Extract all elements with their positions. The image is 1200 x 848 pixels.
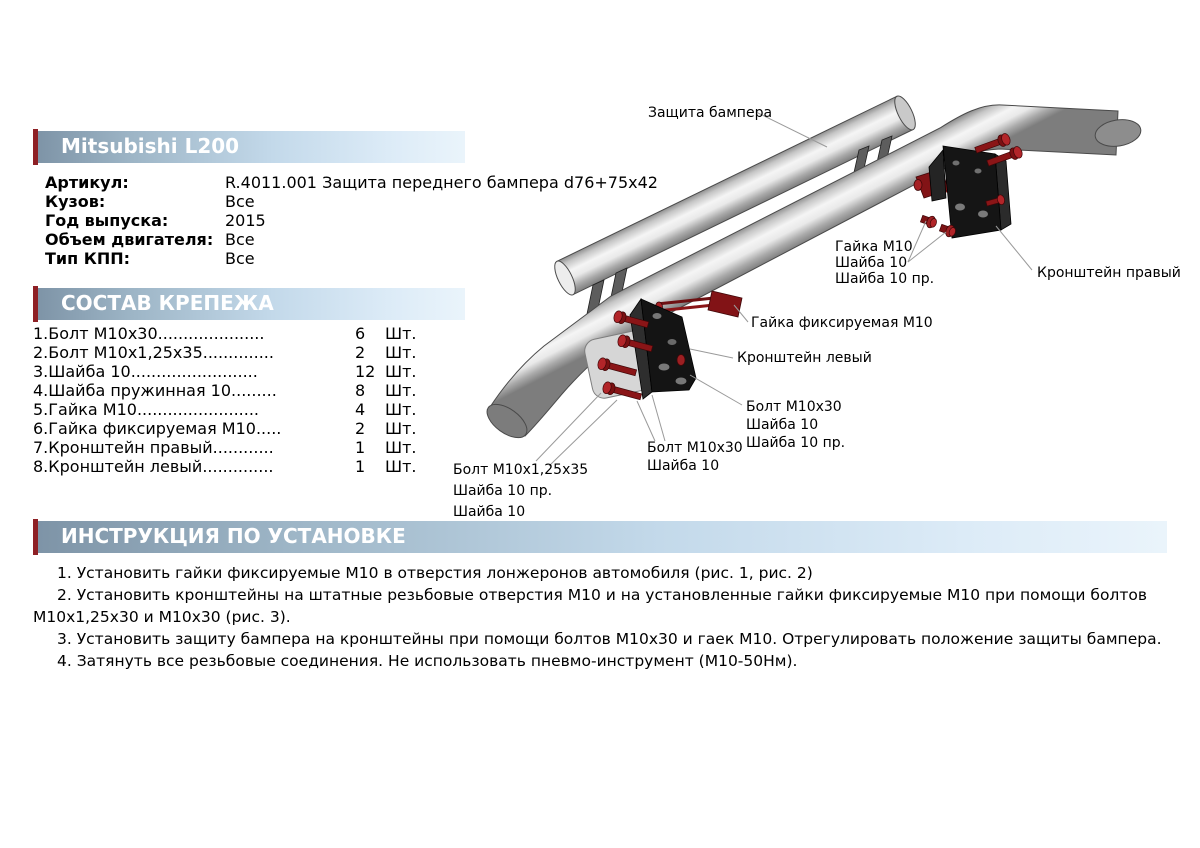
section-title: СОСТАВ КРЕПЕЖА	[61, 291, 274, 315]
fastener-unit: Шт.	[385, 419, 417, 438]
spec-value: Все	[225, 192, 255, 211]
fastener-qty: 4	[355, 400, 366, 419]
section-header-fasteners	[38, 288, 465, 320]
label-washer-10: Шайба 10	[746, 417, 819, 433]
bumper-diagram	[430, 55, 1200, 520]
list-item	[33, 438, 453, 457]
list-item	[33, 362, 453, 381]
fastener-name: 5.Гайка M10........................	[33, 400, 260, 419]
fastener-unit: Шт.	[385, 438, 417, 457]
fastener-name: 6.Гайка фиксируемая M10.....	[33, 419, 282, 438]
label-bumper-guard: Защита бампера	[648, 105, 773, 121]
spec-row-year	[45, 211, 658, 230]
washer	[677, 355, 685, 366]
spec-row-article	[45, 173, 658, 192]
fastener-qty: 2	[355, 343, 366, 362]
label-washer-10-spring: Шайба 10 пр.	[746, 435, 846, 451]
fastener-qty: 1	[355, 457, 366, 476]
nut	[920, 213, 939, 230]
fastener-name: 8.Кронштейн левый..............	[33, 457, 274, 476]
label-washer-10: Шайба 10	[647, 458, 720, 474]
section-header-instructions	[38, 521, 1167, 553]
fastener-unit: Шт.	[385, 343, 417, 362]
fastener-name: 2.Болт M10x1,25x35..............	[33, 343, 274, 362]
spec-label: Кузов:	[45, 192, 106, 211]
spec-label: Объем двигателя:	[45, 230, 214, 249]
spec-label: Артикул:	[45, 173, 129, 192]
fastener-list	[33, 324, 453, 476]
fastener-qty: 8	[355, 381, 366, 400]
fastener-name: 4.Шайба пружинная 10.........	[33, 381, 277, 400]
fastener-qty: 1	[355, 438, 366, 457]
label-washer-10-spring: Шайба 10 пр.	[835, 271, 935, 287]
installation-instructions	[33, 562, 1173, 672]
label-fixing-nut: Гайка фиксируемая M10	[751, 315, 933, 331]
spec-row-body	[45, 192, 658, 211]
spec-value: R.4011.001 Защита переднего бампера d76+75x42	[225, 173, 658, 192]
label-bolt-m10x30: Болт M10x30	[746, 399, 842, 415]
spec-label: Тип КПП:	[45, 249, 131, 268]
instruction-step: 2. Установить кронштейны на штатные резьбовые отверстия M10 и на установленные гайки фиксируемые M10 при помощи болтов M10x1,25x30 и M10x30 (рис. 3).	[33, 586, 1147, 626]
section-header-product	[38, 131, 465, 163]
list-item	[33, 381, 453, 400]
fastener-name: 1.Болт M10x30.....................	[33, 324, 265, 343]
fastener-unit: Шт.	[385, 381, 417, 400]
list-item	[33, 419, 453, 438]
list-item	[33, 343, 453, 362]
fastener-qty: 6	[355, 324, 366, 343]
list-item	[33, 324, 453, 343]
label-washer-10: Шайба 10	[835, 255, 908, 271]
spec-label: Год выпуска:	[45, 211, 169, 230]
instruction-step: 4. Затянуть все резьбовые соединения. Не использовать пневмо-инструмент (M10-50Нм).	[57, 652, 798, 670]
label-bracket-left: Кронштейн левый	[737, 350, 872, 366]
fastener-name: 3.Шайба 10.........................	[33, 362, 258, 381]
instruction-step: 1. Установить гайки фиксируемые M10 в отверстия лонжеронов автомобиля (рис. 1, рис. 2)	[57, 564, 813, 582]
fastener-unit: Шт.	[385, 400, 417, 419]
spec-row-engine	[45, 230, 658, 249]
fastener-unit: Шт.	[385, 457, 417, 476]
list-item	[33, 400, 453, 419]
product-specs	[45, 173, 658, 268]
fastener-unit: Шт.	[385, 324, 417, 343]
label-washer-10-spring: Шайба 10 пр.	[453, 483, 553, 499]
fastener-qty: 2	[355, 419, 366, 438]
spec-value: Все	[225, 249, 255, 268]
fastener-unit: Шт.	[385, 362, 417, 381]
page-title: Mitsubishi L200	[61, 134, 240, 158]
label-bolt-m10x125x35: Болт M10x1,25x35	[453, 462, 589, 478]
list-item	[33, 457, 453, 476]
spec-value: Все	[225, 230, 255, 249]
spec-value: 2015	[225, 211, 266, 230]
instruction-step: 3. Установить защиту бампера на кронштейны при помощи болтов M10x30 и гаек M10. Отрегулировать положение защиты бампера.	[57, 630, 1162, 648]
label-nut-m10: Гайка M10	[835, 239, 913, 255]
fastener-qty: 12	[355, 362, 376, 381]
spec-row-transmission	[45, 249, 658, 268]
label-washer-10: Шайба 10	[453, 504, 526, 520]
label-bracket-right: Кронштейн правый	[1037, 265, 1181, 281]
section-title: ИНСТРУКЦИЯ ПО УСТАНОВКЕ	[61, 524, 406, 548]
fastener-name: 7.Кронштейн правый............	[33, 438, 274, 457]
label-bolt-m10x30: Болт M10x30	[647, 440, 743, 456]
